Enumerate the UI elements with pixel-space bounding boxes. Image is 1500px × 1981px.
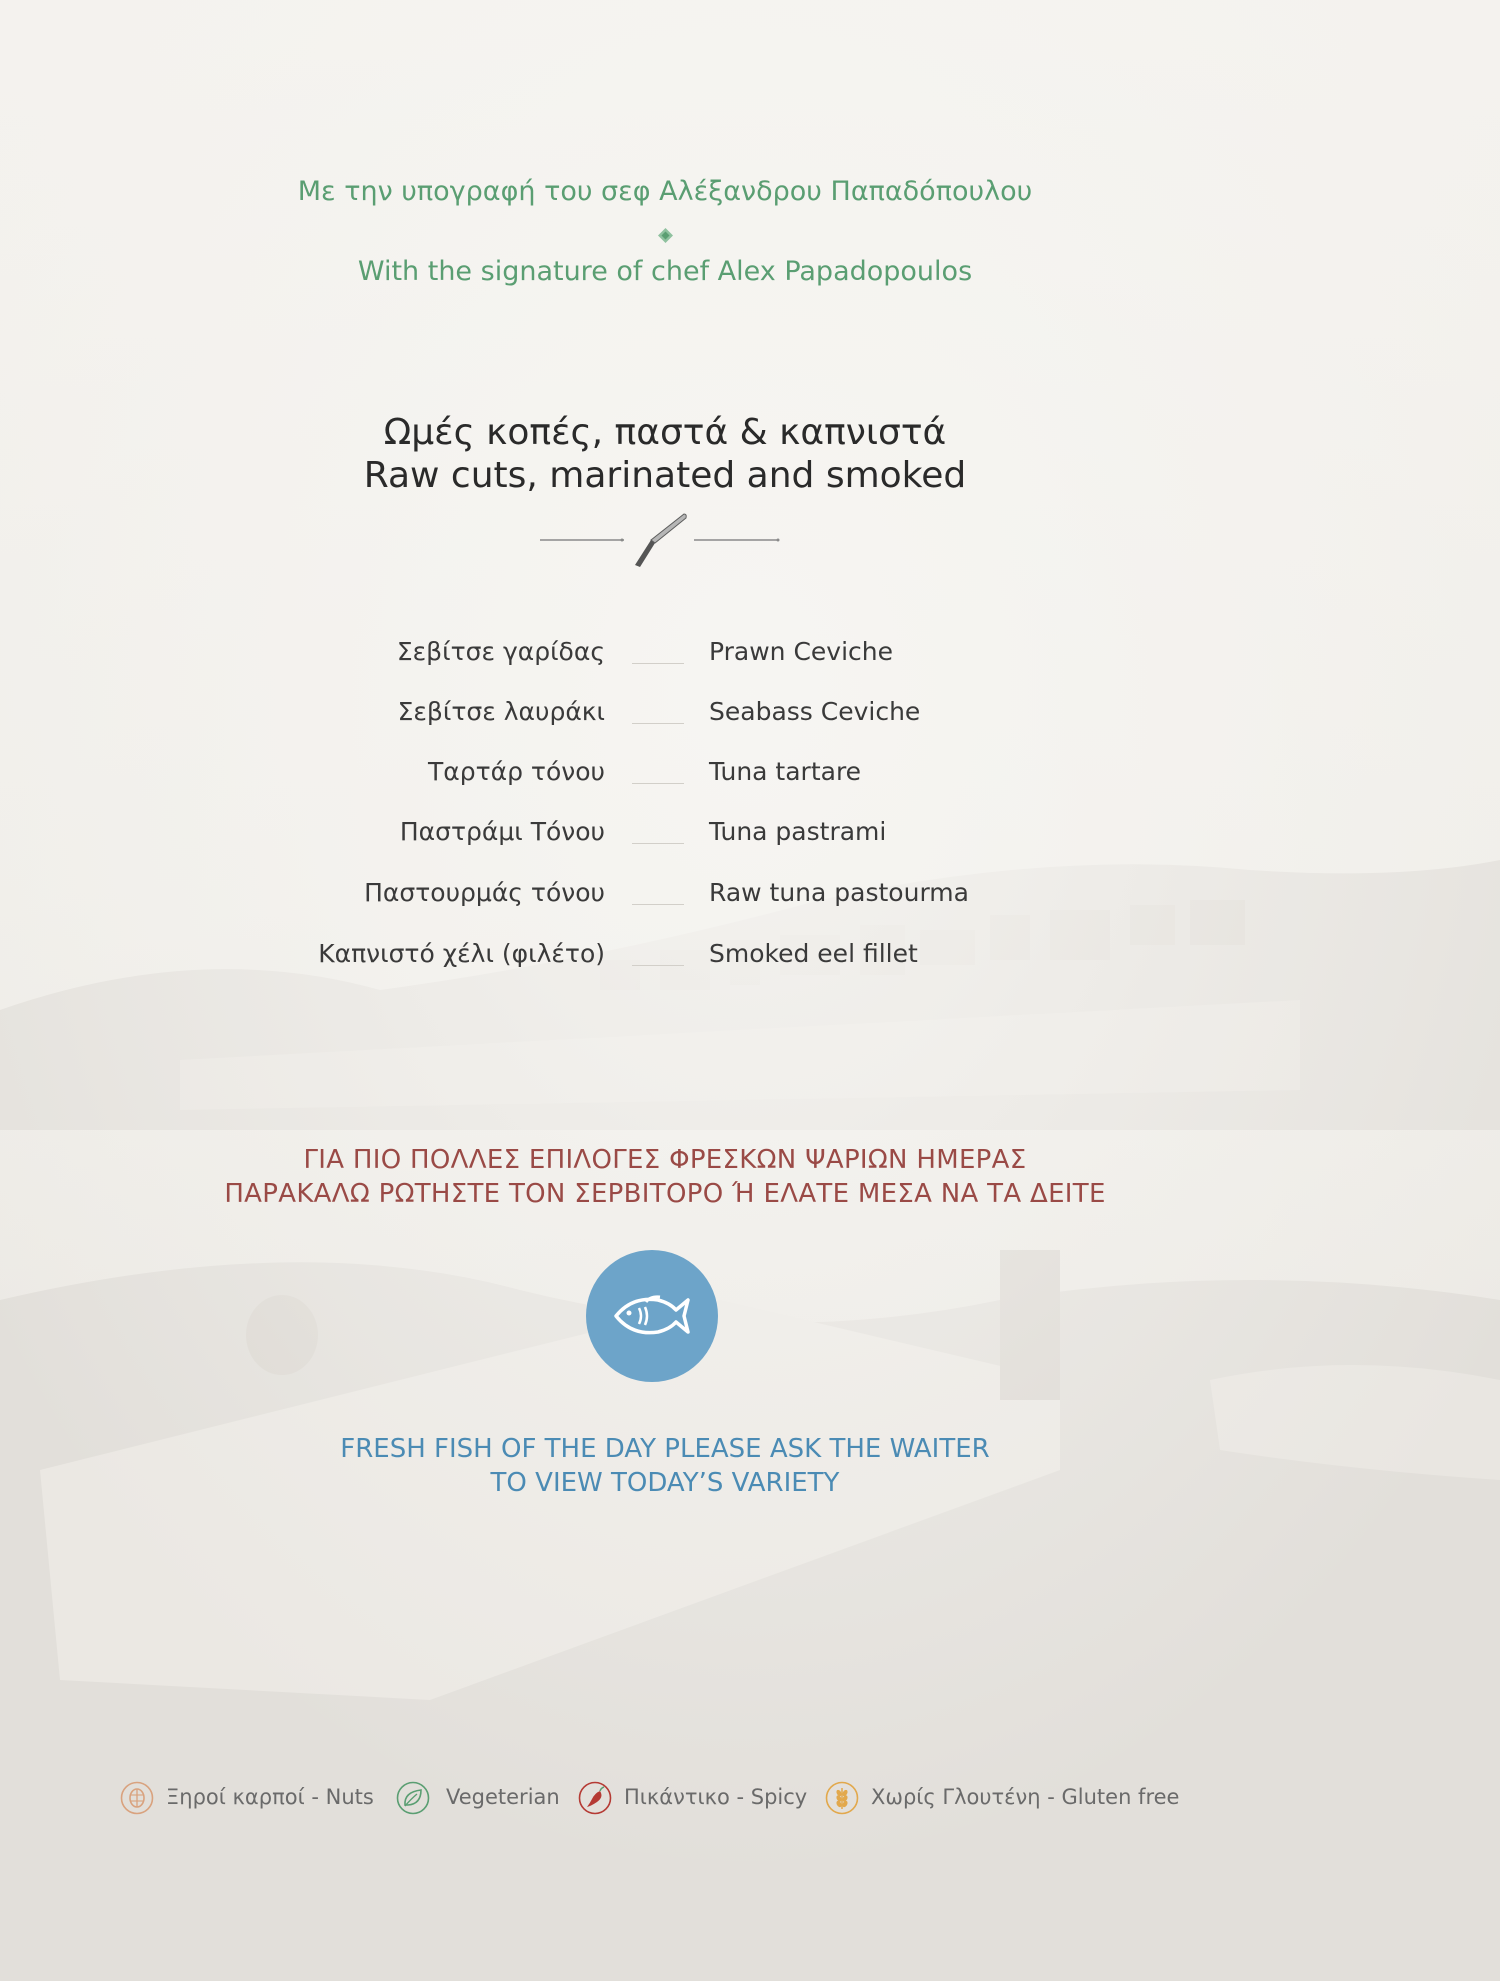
menu-row <box>0 637 1500 677</box>
menu-row <box>0 878 1500 918</box>
dish-name-english: Seabass Ceviche <box>709 697 921 726</box>
leaf-icon <box>396 1781 430 1815</box>
fish-badge <box>586 1250 718 1382</box>
separator-dash <box>632 965 684 966</box>
chef-signature-greek: Με την υπογραφή του σεφ Αλέξανδρου Παπαδόπουλου <box>297 176 1033 207</box>
dish-name-english: Tuna tartare <box>709 757 862 786</box>
section-title-english: Raw cuts, marinated and smoked <box>363 455 967 496</box>
dish-name-greek: Καπνιστό χέλι (φιλέτο) <box>318 939 605 968</box>
legend-label: Ξηροί καρποί - Nuts <box>166 1785 374 1809</box>
fresh-fish-message-line2: TO VIEW TODAY’S VARIETY <box>490 1468 840 1498</box>
fresh-fish-notice-greek-line1: ΓΙΑ ΠΙΟ ΠΟΛΛΕΣ ΕΠΙΛΟΓΕΣ ΦΡΕΣΚΩΝ ΨΑΡΙΩΝ ΗΜΕΡΑΣ <box>303 1145 1027 1175</box>
separator-dash <box>632 843 684 844</box>
separator-dash <box>632 904 684 905</box>
separator-dash <box>632 723 684 724</box>
menu-row <box>0 939 1500 979</box>
menu-row <box>0 757 1500 797</box>
dish-name-greek: Ταρτάρ τόνου <box>427 757 605 786</box>
menu-row <box>0 697 1500 737</box>
separator-dash <box>632 663 684 664</box>
diamond-divider-icon <box>658 228 673 243</box>
knife-divider-icon <box>538 510 780 570</box>
dish-name-greek: Παστράμι Τόνου <box>399 817 605 846</box>
fresh-fish-message-line1: FRESH FISH OF THE DAY PLEASE ASK THE WAITER <box>340 1434 990 1464</box>
dish-name-english: Tuna pastrami <box>709 817 887 846</box>
fish-icon <box>612 1286 692 1346</box>
dish-name-english: Raw tuna pastourma <box>709 878 969 907</box>
separator-dash <box>632 783 684 784</box>
menu-row <box>0 817 1500 857</box>
wheat-icon <box>825 1781 859 1815</box>
nuts-icon <box>120 1781 154 1815</box>
dish-name-greek: Παστουρμάς τόνου <box>364 878 605 907</box>
dish-name-english: Smoked eel fillet <box>709 939 918 968</box>
dish-name-greek: Σεβίτσε λαυράκι <box>397 697 605 726</box>
dish-name-greek: Σεβίτσε γαρίδας <box>396 637 605 666</box>
dish-name-english: Prawn Ceviche <box>709 637 894 666</box>
fresh-fish-notice-greek-line2: ΠΑΡΑΚΑΛΩ ΡΩΤΗΣΤΕ ΤΟΝ ΣΕΡΒΙΤΟΡΟ Ή ΕΛΑΤΕ ΜΕΣΑ ΝΑ ΤΑ ΔΕΙΤΕ <box>224 1179 1106 1209</box>
legend-label: Χωρίς Γλουτένη - Gluten free <box>871 1785 1180 1809</box>
legend-label: Πικάντικο - Spicy <box>624 1785 808 1809</box>
chef-signature-english: With the signature of chef Alex Papadopoulos <box>357 256 973 287</box>
legend-label: Vegeterian <box>446 1785 560 1809</box>
chili-icon <box>578 1781 612 1815</box>
section-title-greek: Ωμές κοπές, παστά & καπνιστά <box>383 412 947 453</box>
